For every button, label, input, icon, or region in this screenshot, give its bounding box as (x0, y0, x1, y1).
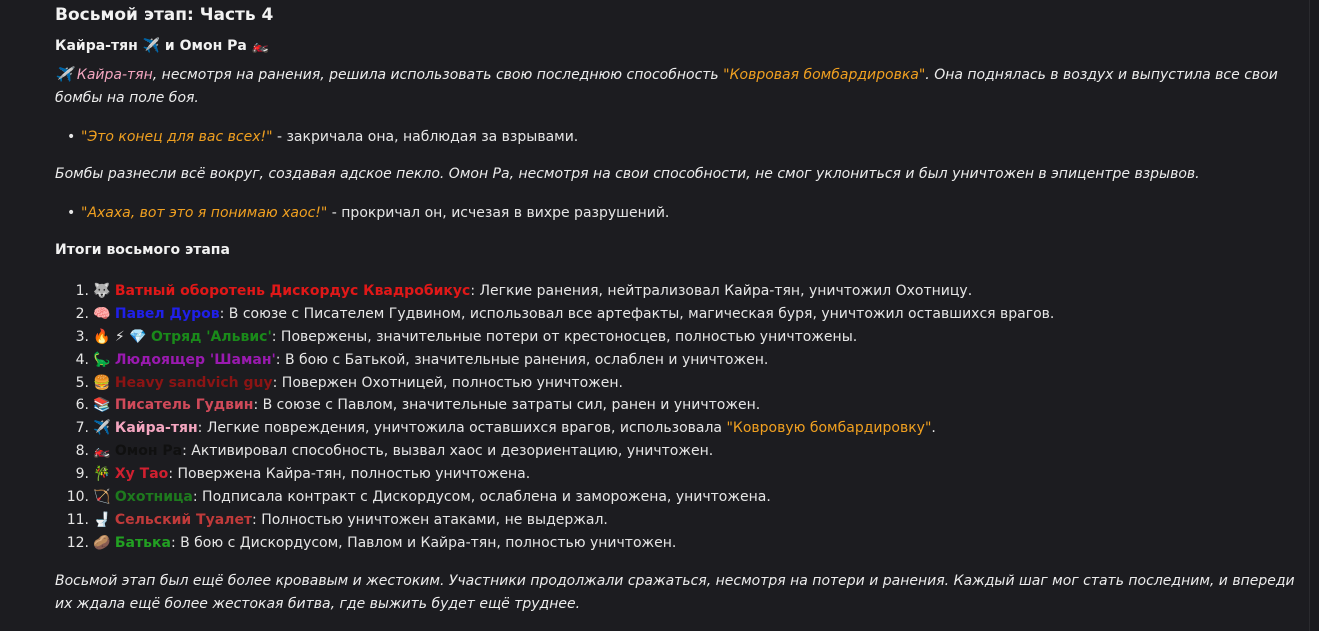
participant-status: : Активировал способность, вызвал хаос и дезориентацию, уничтожен. (182, 443, 714, 460)
participant-status: : Повержена Кайра-тян, полностью уничтожена. (168, 466, 531, 483)
participant-name: Батька (114, 534, 171, 551)
item-number: 1. (75, 283, 89, 299)
section-title: Итоги восьмого этапа (55, 242, 230, 258)
list-item (55, 532, 1255, 555)
item-number: 3. (75, 328, 89, 345)
participant-name: Писатель Гудвин (114, 397, 254, 414)
participant-status: : Повержен Охотницей, полностью уничтожен. (272, 374, 623, 391)
airplane-icon: ✈️ (55, 67, 73, 83)
participant-status: : В бою с Батькой, значительные ранения, ослаблен и уничтожен. (275, 351, 769, 368)
item-number: 6. (75, 397, 89, 414)
participant-status: : В союзе с Писателем Гудвином, использовал все артефакты, магическая буря, уничтожил оставшихся врагов. (219, 305, 1055, 322)
fire-bolt-gem-icons: 🔥 ⚡ 💎 (93, 328, 147, 345)
intro-text-1: , несмотря на ранения, решила использовать свою последнюю способность (152, 67, 724, 83)
list-item (55, 326, 1255, 349)
page-title: Восьмой этап: Часть 4 (55, 5, 274, 25)
airplane-icon: ✈️ (93, 420, 111, 437)
list-item (55, 417, 1255, 440)
final-paragraph: Восьмой этап был ещё более кровавым и жестоким. Участники продолжали сражаться, несмотря на потери и ранения. Каждый шаг мог стать последним, и впереди их ждала ещё более жестокая битва, где выжить будет ещё труднее. (55, 573, 1295, 612)
subtitle-text: Кайра-тян ✈️ и Омон Ра 🏍️ (55, 38, 270, 54)
item-number: 9. (75, 466, 89, 483)
intro-name: Кайра-тян (76, 67, 153, 83)
participant-name: Павел Дуров (114, 305, 220, 322)
books-icon: 📚 (93, 397, 111, 414)
potato-icon: 🥔 (93, 534, 111, 551)
participant-status-end: . (931, 420, 936, 437)
participant-status: : В бою с Дискордусом, Павлом и Кайра-тян, полностью уничтожен. (170, 534, 677, 551)
participant-name: Ху Тао (114, 466, 169, 483)
bullet-quote-2 (81, 202, 669, 224)
dinosaur-icon: 🦕 (93, 351, 111, 368)
item-number: 7. (75, 420, 89, 437)
participant-status: : Полностью уничтожен атаками, не выдержал. (252, 511, 608, 528)
participant-name: Ватный оборотень Дискордус Квадробикус (114, 283, 471, 299)
item-number: 8. (75, 443, 89, 460)
participant-status: : Легкие ранения, нейтрализовал Кайра-тян, уничтожил Охотницу. (470, 283, 973, 299)
participant-status: : Подписала контракт с Дискордусом, ослаблена и заморожена, уничтожена. (192, 489, 771, 506)
bullet-quote-1 (81, 126, 578, 148)
participant-name: Отряд 'Альвис' (151, 328, 272, 345)
intro-paragraph (55, 64, 1295, 110)
list-item (55, 394, 1255, 417)
participant-status: : В союзе с Павлом, значительные затраты сил, ранен и уничтожен. (253, 397, 761, 414)
results-list (55, 280, 1255, 555)
participant-name: Охотница (114, 489, 193, 506)
burger-icon: 🍔 (93, 374, 111, 391)
toilet-icon: 🚽 (93, 511, 111, 528)
item-number: 2. (75, 305, 89, 322)
intro-ability: "Ковровая бомбардировка" (723, 67, 926, 83)
wolf-icon: 🐺 (93, 283, 111, 299)
item-number: 11. (66, 511, 89, 528)
item-number: 12. (66, 534, 89, 551)
participant-name: Сельский Туалет (114, 511, 253, 528)
paragraph-2: Бомбы разнесли всё вокруг, создавая адское пекло. Омон Ра, несмотря на свои способности, не смог уклониться и был уничтожен в эпицентре взрывов. (55, 166, 1200, 182)
bullet-2-quote: "Ахаха, вот это я понимаю хаос!" (81, 205, 328, 221)
participant-name: Людоящер 'Шаман' (114, 351, 276, 368)
ability-name: "Ковровую бомбардировку" (726, 420, 932, 437)
list-item (55, 509, 1255, 532)
intro-text-2: . Она поднялась в воздух и выпустила все свои бомбы на поле боя. (55, 67, 1278, 106)
list-item (55, 372, 1255, 395)
list-item (55, 463, 1255, 486)
bullet-1-text: - закричала она, наблюдая за взрывами. (272, 129, 579, 145)
list-item (55, 486, 1255, 509)
bullet-1-quote: "Это конец для вас всех!" (81, 129, 273, 145)
item-number: 10. (66, 489, 89, 506)
bow-arrow-icon: 🏹 (93, 489, 111, 506)
list-item (55, 303, 1255, 326)
participant-name: Омон Ра (114, 443, 183, 460)
list-item (55, 349, 1255, 372)
participant-name: Кайра-тян (114, 420, 198, 437)
participant-status: : Повержены, значительные потери от крестоносцев, полностью уничтожены. (271, 328, 858, 345)
participant-status: : Легкие повреждения, уничтожила оставшихся врагов, использовала (197, 420, 727, 437)
bullet-2-text: - прокричал он, исчезая в вихре разрушений. (327, 205, 670, 221)
bamboo-icon: 🎋 (93, 466, 111, 483)
subtitle (55, 38, 269, 54)
item-number: 5. (75, 374, 89, 391)
list-item (55, 440, 1255, 463)
list-item (55, 280, 1255, 303)
item-number: 4. (75, 351, 89, 368)
motorcycle-icon: 🏍️ (93, 443, 111, 460)
brain-icon: 🧠 (93, 305, 111, 322)
participant-name: Heavy sandvich guy (114, 374, 273, 391)
